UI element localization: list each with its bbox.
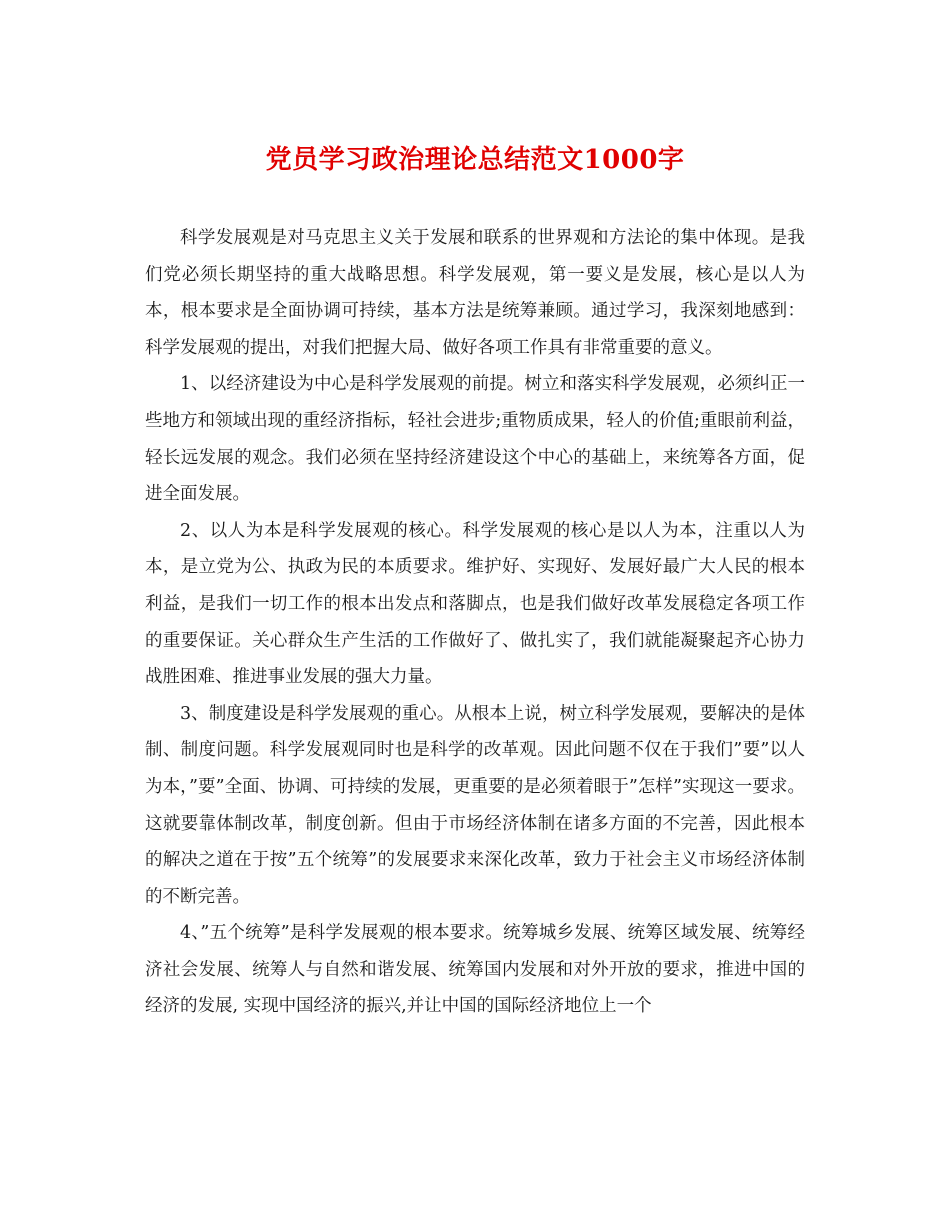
paragraph-1: 1、以经济建设为中心是科学发展观的前提。树立和落实科学发展观，必须纠正一些地方和领域出现的重经济指标，轻社会进步;重物质成果，轻人的价值;重眼前利益，轻长远发展的观念。我们必须在坚持经济建设这个中心的基础上，来统筹各方面，促进全面发展。 xyxy=(145,374,805,505)
document-body xyxy=(145,220,805,1025)
paragraph-2: 2、以人为本是科学发展观的核心。科学发展观的核心是以人为本，注重以人为本，是立党为公、执政为民的本质要求。维护好、实现好、发展好最广大人民的根本利益，是我们一切工作的根本出发点和落脚点，也是我们做好改革发展稳定各项工作的重要保证。关心群众生产生活的工作做好了、做扎实了，我们就能凝聚起齐心协力战胜困难、推进事业发展的强大力量。 xyxy=(145,520,805,688)
document-title: 党员学习政治理论总结范文1000字 xyxy=(265,145,685,175)
paragraph-intro: 科学发展观是对马克思主义关于发展和联系的世界观和方法论的集中体现。是我们党必须长期坚持的重大战略思想。科学发展观，第一要义是发展，核心是以人为本，根本要求是全面协调可持续，基本方法是统筹兼顾。通过学习，我深刻地感到：科学发展观的提出，对我们把握大局、做好各项工作具有非常重要的意义。 xyxy=(145,228,805,358)
paragraph-4: 4、”五个统筹”是科学发展观的根本要求。统筹城乡发展、统筹区域发展、统筹经济社会发展、统筹人与自然和谐发展、统筹国内发展和对外开放的要求，推进中国的经济的发展, 实现中国经济的振兴,并让中国的国际经济地位上一个 xyxy=(145,923,805,1017)
paragraph-3: 3、制度建设是科学发展观的重心。从根本上说，树立科学发展观，要解决的是体制、制度问题。科学发展观同时也是科学的改革观。因此问题不仅在于我们”要”以人为本，”要”全面、协调、可持续的发展，更重要的是必须着眼于”怎样”实现这一要求。这就要靠体制改革，制度创新。但由于市场经济体制在诸多方面的不完善，因此根本的解决之道在于按”五个统筹”的发展要求来深化改革，致力于社会主义市场经济体制的不断完善。 xyxy=(145,703,805,907)
